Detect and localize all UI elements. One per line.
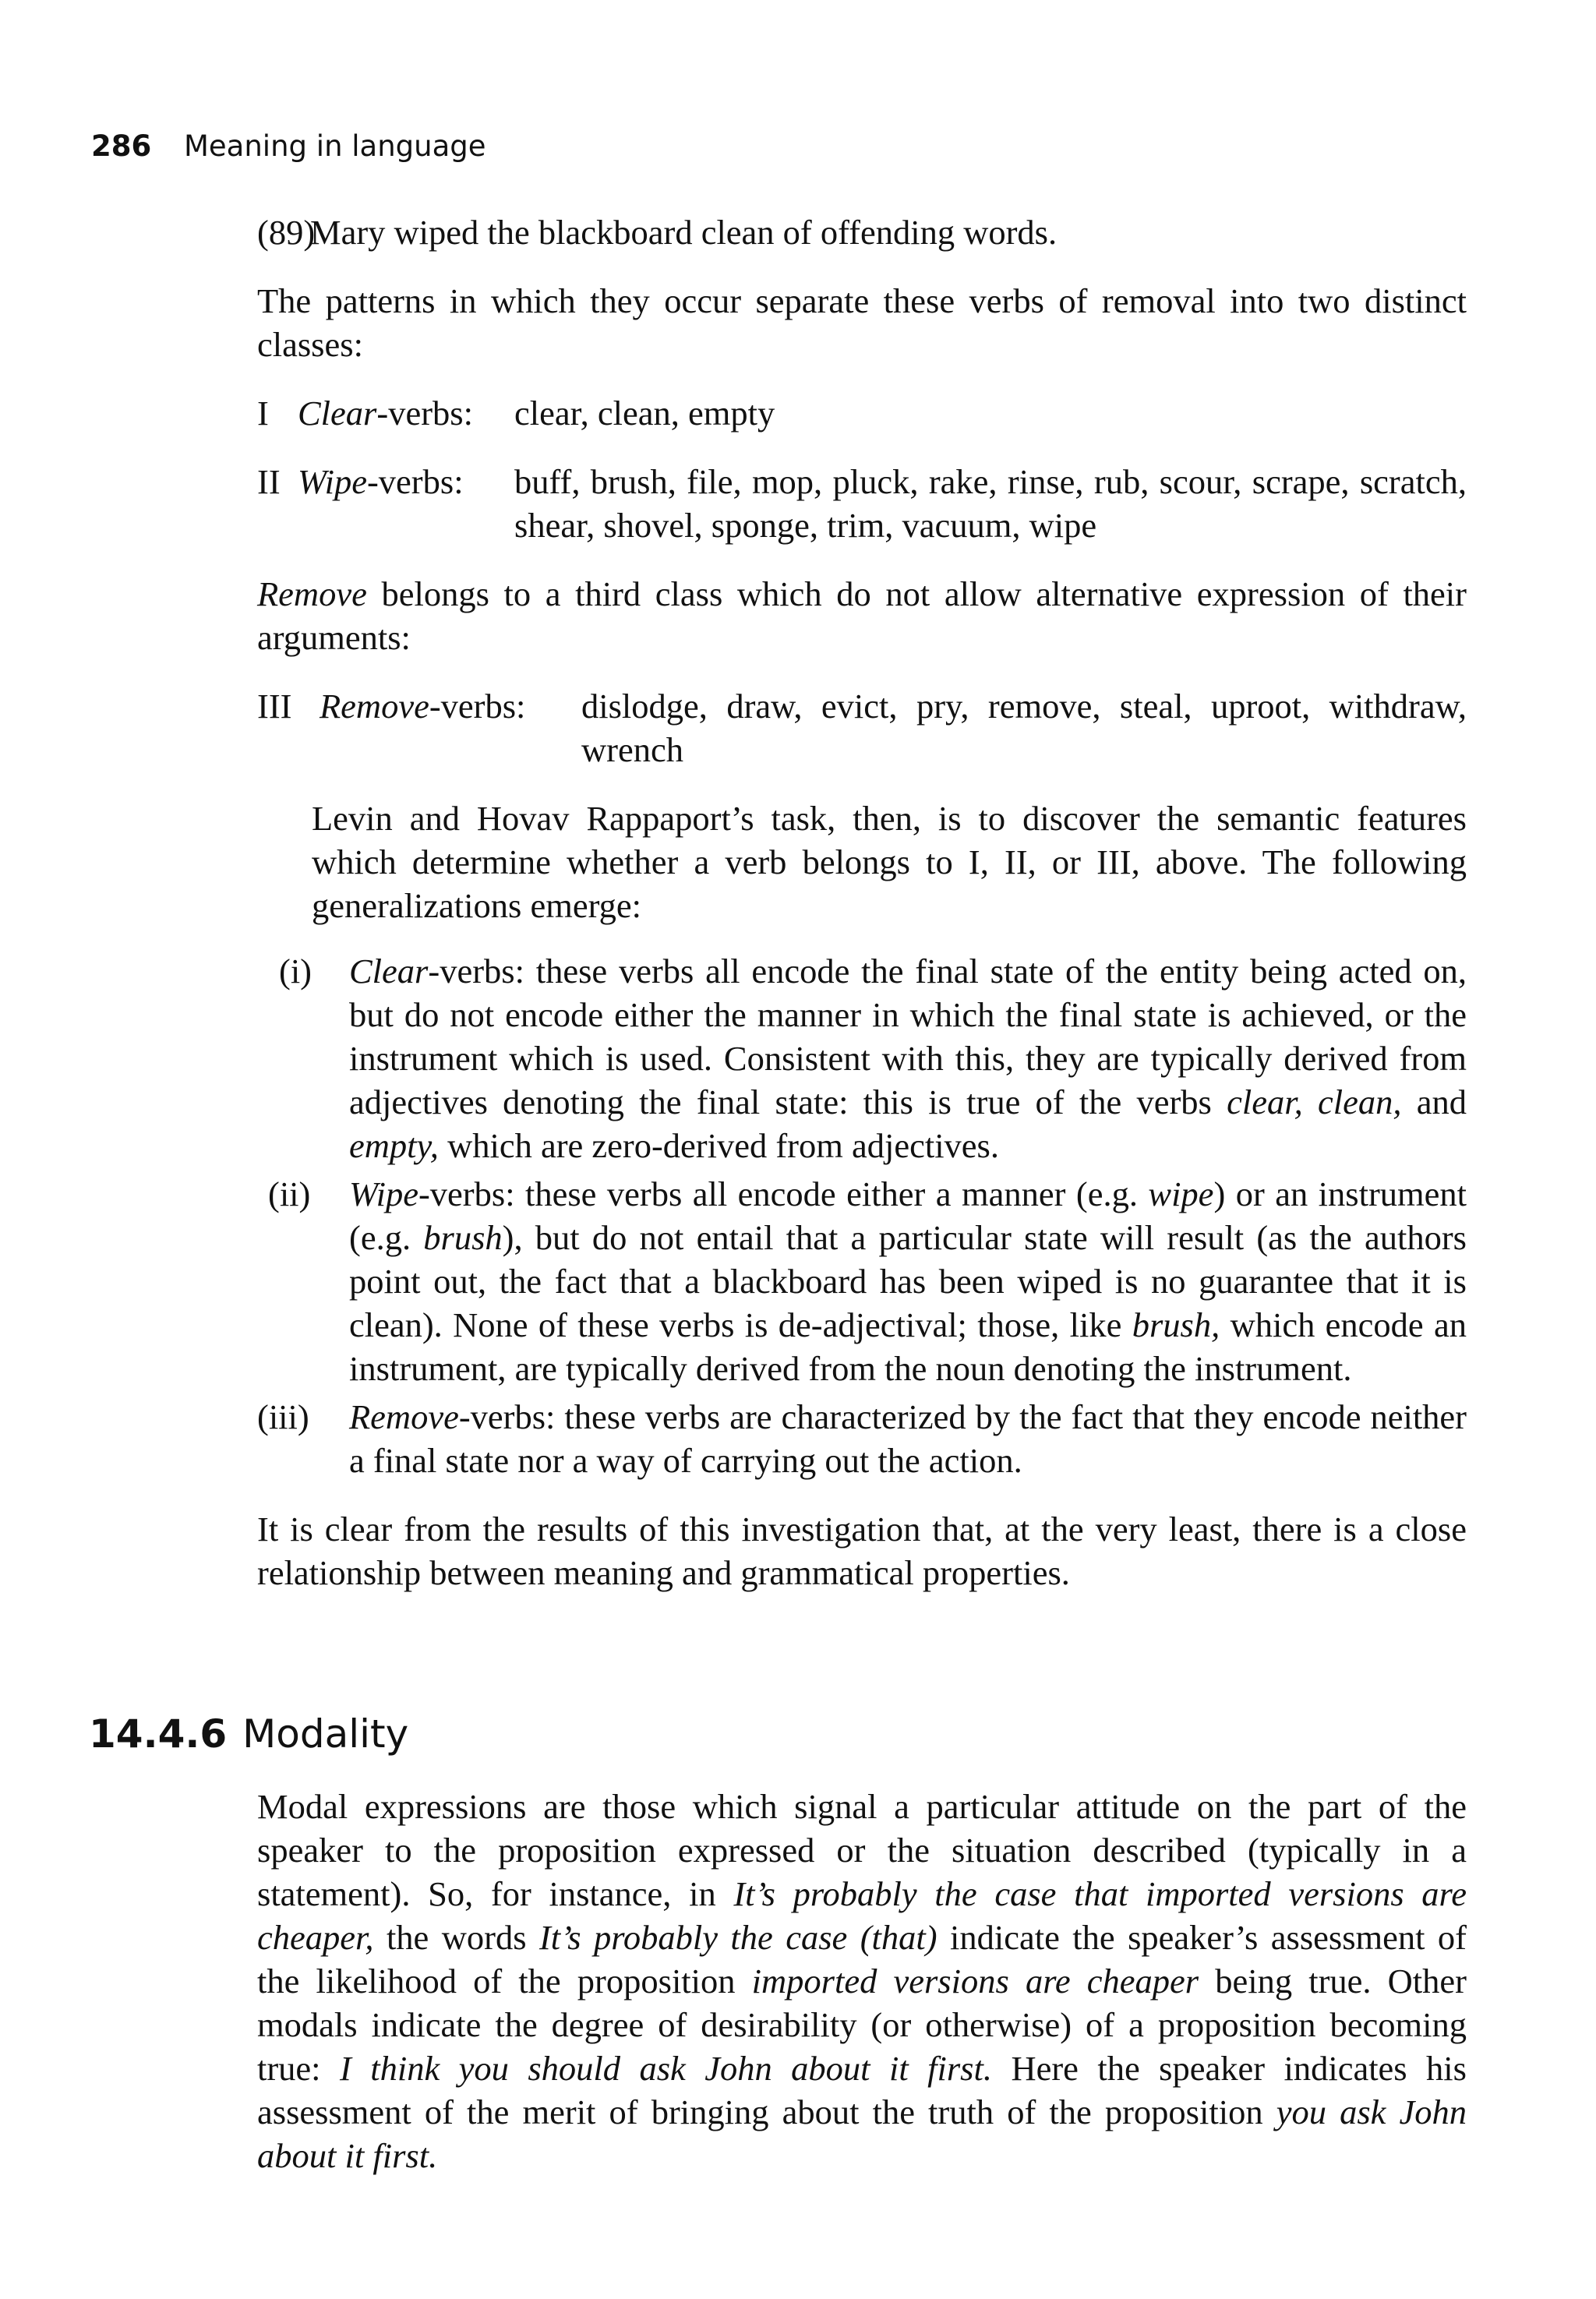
class-ii-verbs: buff, brush, file, mop, pluck, rake, rinse, rub, scour, scrape, scratch, shear, shovel, sponge, trim, vacuum, wipe: [514, 462, 1467, 545]
class-i-label: Clear-verbs:: [298, 394, 473, 433]
upper-text-block: [257, 210, 1467, 1594]
generalization-ii: [257, 1172, 1467, 1390]
section-number: 14.4.6: [89, 1711, 228, 1757]
class-i-verbs: clear, clean, empty: [514, 394, 775, 433]
page-number: 286: [91, 129, 152, 163]
section-heading: [89, 1711, 408, 1757]
generalization-iii: [257, 1395, 1467, 1482]
class-ii: [257, 460, 1467, 547]
class-i-numeral: I: [257, 394, 269, 433]
class-iii-label: Remove-verbs:: [320, 687, 526, 726]
example-sentence: Mary wiped the blackboard clean of offending words.: [310, 213, 1058, 252]
class-iii-verbs: dislodge, draw, evict, pry, remove, steal, uproot, withdraw, wrench: [581, 687, 1467, 769]
generalization-i: [257, 949, 1467, 1167]
example-89: [257, 210, 1467, 254]
section-title: Modality: [242, 1711, 409, 1757]
generalization-iii-number: (iii): [257, 1397, 309, 1436]
class-ii-label: Wipe-verbs:: [298, 462, 464, 501]
running-title: Meaning in language: [184, 129, 486, 163]
generalization-ii-number: (ii): [268, 1174, 311, 1213]
generalization-i-number: (i): [279, 952, 312, 991]
paragraph-conclusion: It is clear from the results of this investigation that, at the very least, there is a close relationship between meaning and grammatical properties.: [257, 1510, 1467, 1592]
paragraph-modality: Modal expressions are those which signal a particular attitude on the part of the speaker to the proposition expressed or the situation described (typically in a statement). So, for instance, in It’s probably the case that imported versions are cheaper, the words It’s probably the case (that) indicate the speaker’s assessment of the likelihood of the proposition imported versions are cheaper being true. Other modals indicate the degree of desirability (or otherwise) of a proposition becoming true: I think you should ask John about it first. Here the speaker indicates his assessment of the merit of bringing about the truth of the proposition you ask John about it first.: [257, 1787, 1467, 2175]
generalization-i-text: Clear-verbs: these verbs all encode the final state of the entity being acted on, but do not encode either the manner in which the final state is achieved, or the instrument which is used. Consistent with this, they are typically derived from adjectives denoting the final state: this is true of the verbs clear, clean, and empty, which are zero-derived from adjectives.: [349, 952, 1467, 1165]
example-number: (89): [257, 213, 316, 252]
running-header: [91, 129, 486, 163]
paragraph-remove: Remove belongs to a third class which do not allow alternative expression of their arguments:: [257, 574, 1467, 657]
class-iii: [257, 684, 1467, 772]
class-iii-numeral: III: [257, 687, 292, 726]
class-ii-numeral: II: [257, 462, 281, 501]
class-i: [257, 391, 1467, 435]
generalization-iii-text: Remove-verbs: these verbs are characterized by the fact that they encode neither a final state nor a way of carrying out the action.: [349, 1397, 1467, 1480]
generalization-ii-text: Wipe-verbs: these verbs all encode either a manner (e.g. wipe) or an instrument (e.g. brush), but do not entail that a particular state will result (as the authors point out, the fact that a blackboard has been wiped is no guarantee that it is clean). None of these verbs is de-adjectival; those, like brush, which encode an instrument, are typically derived from the noun denoting the instrument.: [349, 1174, 1467, 1388]
paragraph-classes-intro: The patterns in which they occur separate these verbs of removal into two distinct classes:: [257, 281, 1467, 364]
modality-text-block: [257, 1785, 1467, 2177]
paragraph-levin: Levin and Hovav Rappaport’s task, then, is to discover the semantic features which determine whether a verb belongs to I, II, or III, above. The following generalizations emerge:: [312, 799, 1467, 925]
